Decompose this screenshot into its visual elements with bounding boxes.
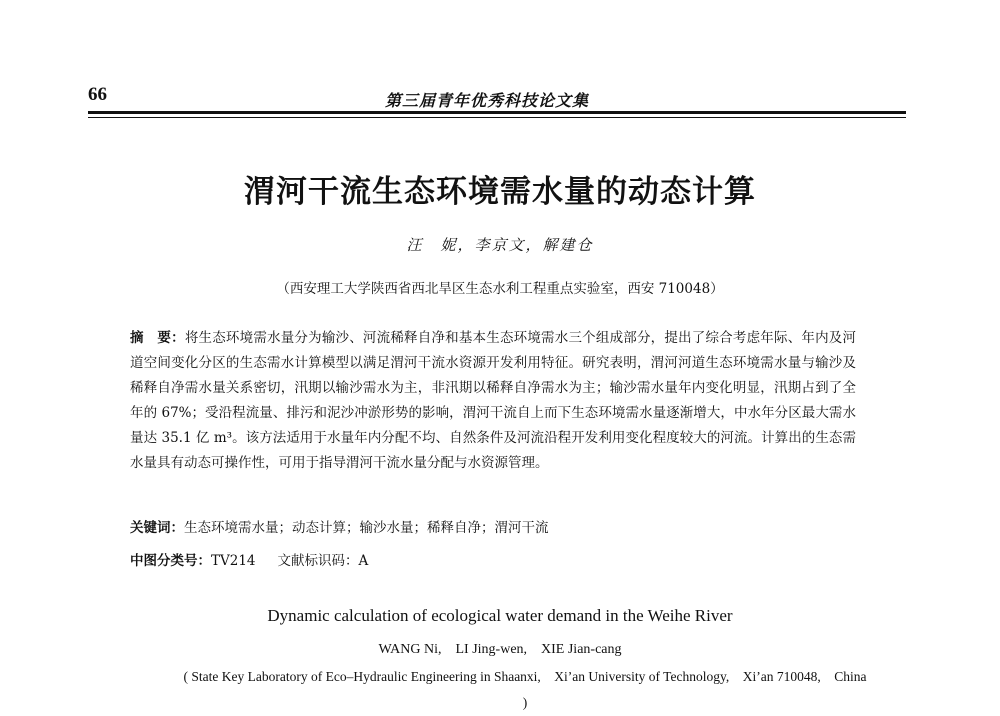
page-number: 66 <box>88 84 107 105</box>
classification-line <box>130 549 368 569</box>
abstract <box>130 326 856 476</box>
header-rule-thick <box>88 111 906 114</box>
doc-code-value: A <box>358 553 369 569</box>
article-affiliation: （西安理工大学陕西省西北旱区生态水利工程重点实验室，西安 710048） <box>276 281 724 297</box>
header-rule-thin <box>88 117 906 118</box>
clc-value: TV214 <box>211 553 256 569</box>
doc-code-label: 文献标识码： <box>277 553 359 569</box>
keywords <box>130 516 549 536</box>
english-affiliation: ( State Key Laboratory of Eco–Hydraulic Engineering in Shaanxi, Xi’an University of Technology, Xi’an 710048, China ) <box>183 669 867 710</box>
abstract-label: 摘 要： <box>130 330 185 346</box>
english-authors: WANG Ni, LI Jing-wen, XIE Jian-cang <box>378 642 622 657</box>
keywords-label: 关键词： <box>130 520 184 536</box>
clc-label: 中图分类号： <box>130 553 211 569</box>
english-title: Dynamic calculation of ecological water demand in the Weihe River <box>267 606 733 625</box>
keywords-text: 生态环境需水量；动态计算；输沙水量；稀释自净；渭河干流 <box>184 520 549 536</box>
abstract-text: 将生态环境需水量分为输沙、河流稀释自净和基本生态环境需水三个组成部分，提出了综合考虑年际、年内及河道空间变化分区的生态需水计算模型以满足渭河干流水资源开发利用特征。研究表明，渭河河道生态环境需水量与输沙及稀释自净需水量关系密切，汛期以输沙需水为主，非汛期以稀释自净需水为主；输沙需水量年内变化明显，汛期占到了全年的 67%；受沿程流量、排污和泥沙冲淤形势的影响，渭河干流自上而下生态环境需水量逐渐增大，中水年分区最大需水量达 35.1 亿 m³。该方法适用于水量年内分配不均、自然条件及河流沿程开发利用变化程度较大的河流。计算出的生态需水量具有动态可操作性，可用于指导渭河干流水量分配与水资源管理。 <box>130 330 857 471</box>
article-title: 渭河干流生态环境需水量的动态计算 <box>244 174 756 210</box>
running-title: 第三届青年优秀科技论文集 <box>385 91 590 110</box>
article-authors: 汪 妮，李京文，解建仓 <box>406 236 594 254</box>
